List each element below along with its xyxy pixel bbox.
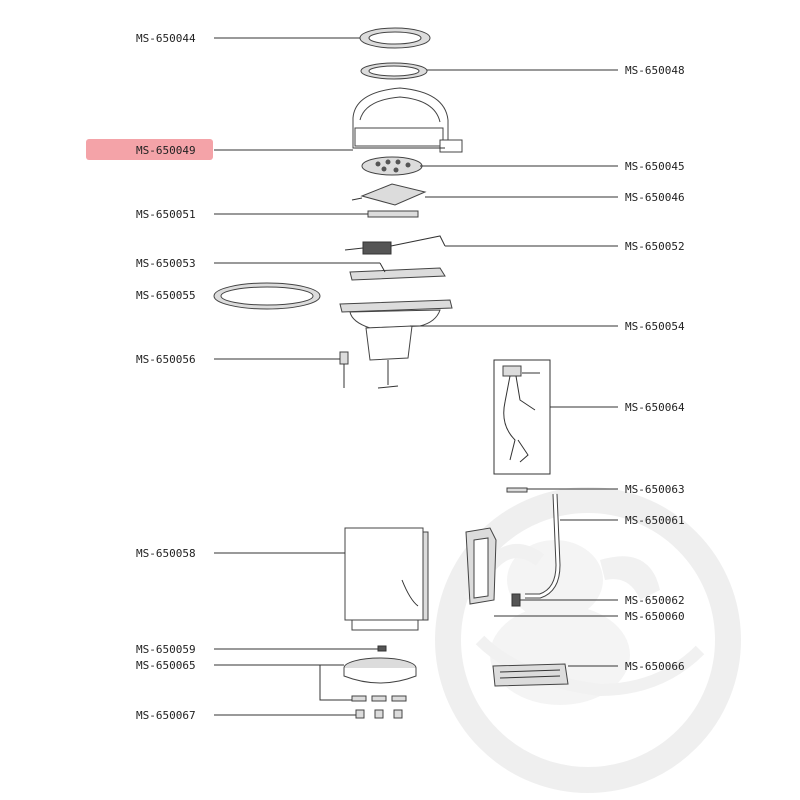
part-650065-base <box>344 658 416 683</box>
part-650048-gasket <box>361 63 427 79</box>
part-650049-lid-handle <box>353 88 462 152</box>
label-ms-650051: MS-650051 <box>136 208 196 221</box>
label-ms-650048: MS-650048 <box>625 64 685 77</box>
label-ms-650055: MS-650055 <box>136 289 196 302</box>
part-650055-seal-ring <box>214 283 320 309</box>
label-ms-650046: MS-650046 <box>625 191 685 204</box>
label-ms-650062: MS-650062 <box>625 594 685 607</box>
label-ms-650058: MS-650058 <box>136 547 196 560</box>
part-650045-filter-disc <box>362 157 422 175</box>
label-ms-650066: MS-650066 <box>625 660 685 673</box>
part-650044-lid-ring <box>360 28 430 48</box>
part-650051-strip <box>368 211 418 217</box>
label-ms-650064: MS-650064 <box>625 401 685 414</box>
label-ms-650044: MS-650044 <box>136 32 196 45</box>
part-650067-feet <box>352 696 406 718</box>
label-ms-650056: MS-650056 <box>136 353 196 366</box>
label-ms-650059: MS-650059 <box>136 643 196 656</box>
part-650054-motor-housing <box>340 300 452 388</box>
label-ms-650065: MS-650065 <box>136 659 196 672</box>
label-ms-650061: MS-650061 <box>625 514 685 527</box>
part-650056-probe <box>340 352 348 388</box>
label-ms-650067: MS-650067 <box>136 709 196 722</box>
part-650060-handle <box>466 528 496 604</box>
label-ms-650052: MS-650052 <box>625 240 685 253</box>
part-650059-clip <box>378 646 386 651</box>
part-650063-small-strip <box>507 488 527 492</box>
part-650062-valve <box>512 594 520 606</box>
label-ms-650063: MS-650063 <box>625 483 685 496</box>
part-650052-switch <box>345 236 445 254</box>
part-650046-control-board <box>352 184 425 205</box>
label-ms-650049: MS-650049 <box>136 144 196 157</box>
label-ms-650054: MS-650054 <box>625 320 685 333</box>
part-650064-wiring-harness <box>494 360 550 474</box>
label-ms-650060: MS-650060 <box>625 610 685 623</box>
part-650066-heater-board <box>493 664 568 686</box>
part-650053-plate <box>350 268 445 280</box>
label-ms-650053: MS-650053 <box>136 257 196 270</box>
label-ms-650045: MS-650045 <box>625 160 685 173</box>
part-650058-main-body <box>345 528 428 630</box>
